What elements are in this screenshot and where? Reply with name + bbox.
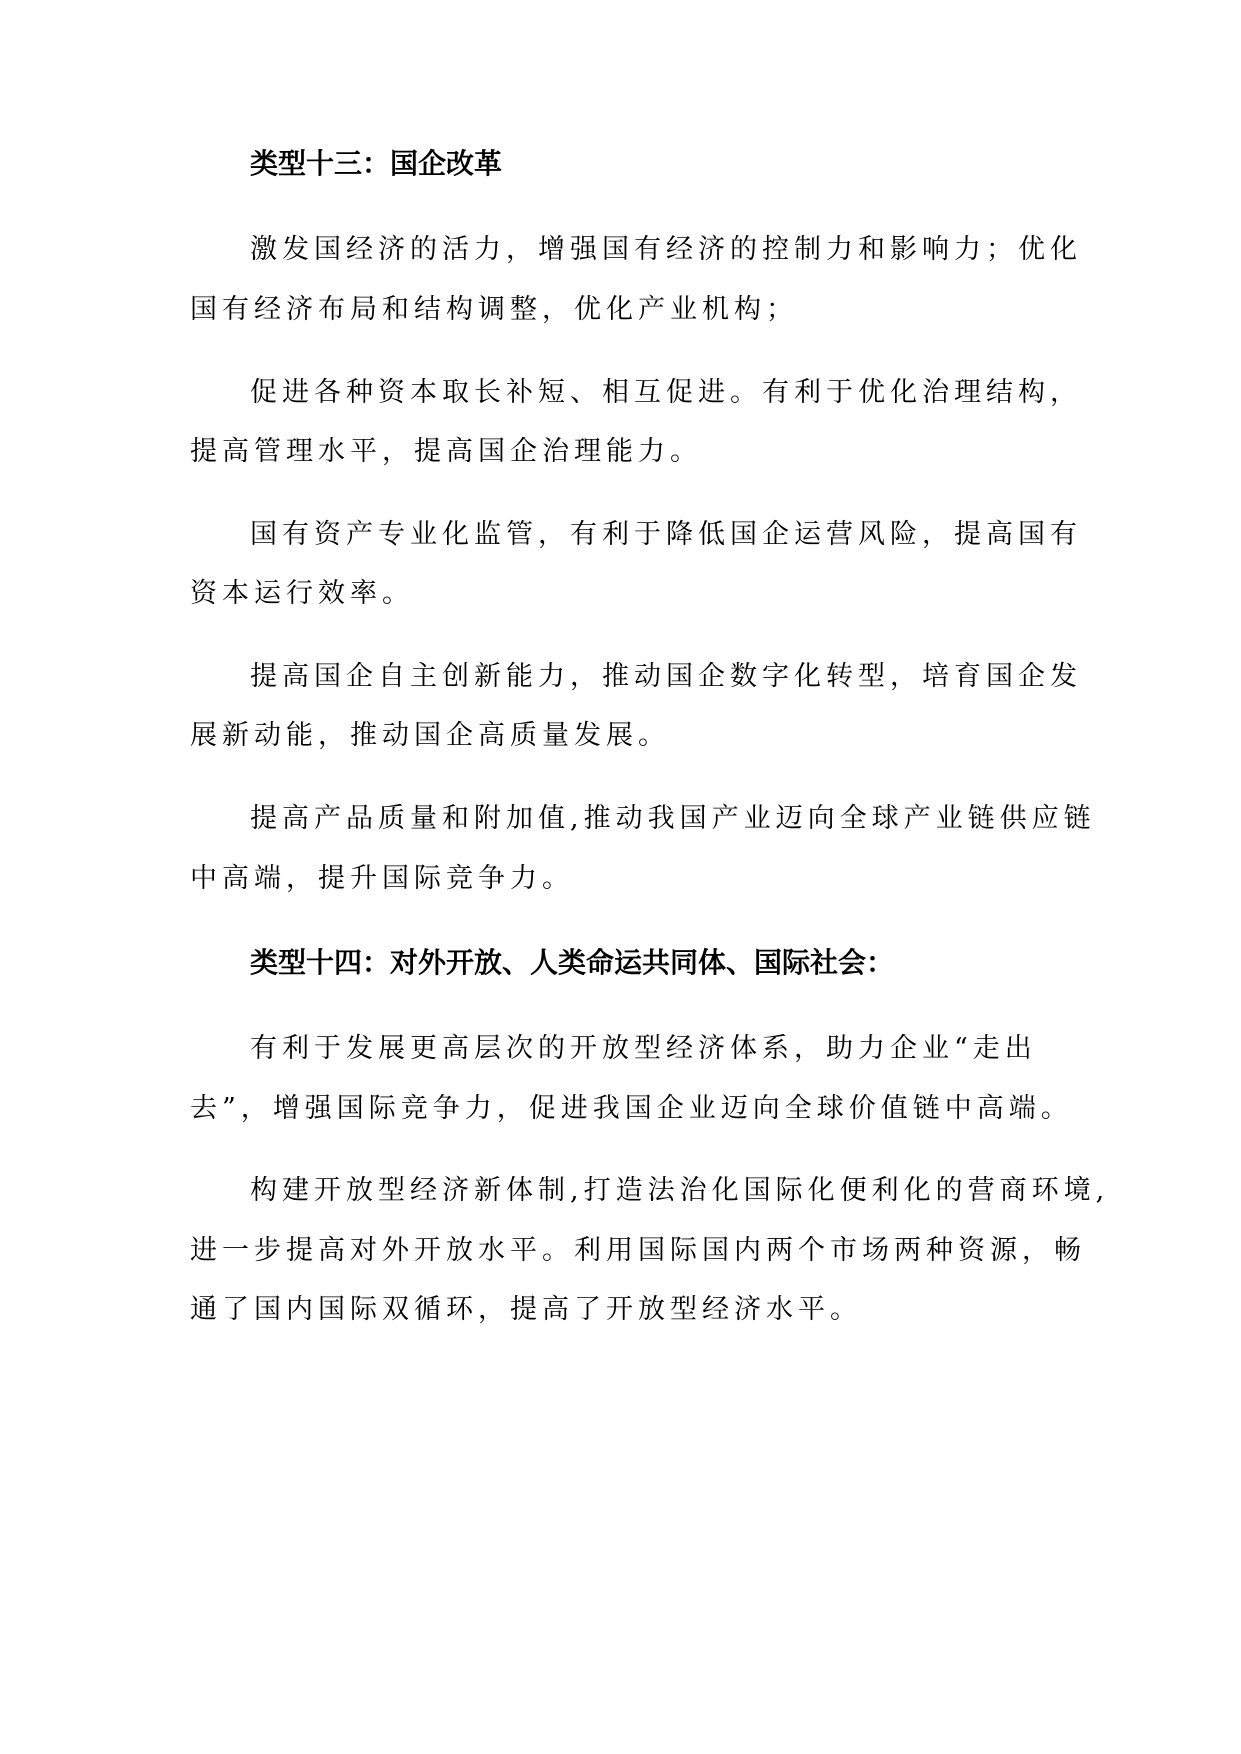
section-heading: 类型十三：国企改革 [250,147,503,180]
paragraph-line: 中高端，提升国际竞争力。 [190,863,574,894]
paragraph-line: 提高国企自主创新能力，推动国企数字化转型，培育国企发 [250,661,1082,692]
paragraph-line: 提高管理水平，提高国企治理能力。 [190,436,702,467]
paragraph-line: 提高产品质量和附加值,推动我国产业迈向全球产业链供应链 [250,803,1096,834]
paragraph-line: 促进各种资本取长补短、相互促进。有利于优化治理结构， [250,377,1082,408]
section-heading: 类型十四：对外开放、人类命运共同体、国际社会： [250,946,895,979]
paragraph-line: 通了国内国际双循环，提高了开放型经济水平。 [190,1294,862,1325]
paragraph-line: 有利于发展更高层次的开放型经济体系，助力企业“走出 [250,1033,1037,1064]
paragraph-line: 资本运行效率。 [190,578,414,609]
paragraph-line: 去”，增强国际竞争力，促进我国企业迈向全球价值链中高端。 [190,1093,1073,1124]
paragraph-line: 国有经济布局和结构调整，优化产业机构； [190,294,798,325]
paragraph-line: 构建开放型经济新体制,打造法治化国际化便利化的营商环境, [250,1175,1110,1206]
paragraph-line: 激发国经济的活力，增强国有经济的控制力和影响力；优化 [250,234,1082,265]
paragraph-line: 进一步提高对外开放水平。利用国际国内两个市场两种资源，畅 [190,1235,1086,1266]
paragraph-line: 国有资产专业化监管，有利于降低国企运营风险，提高国有 [250,519,1082,550]
paragraph-line: 展新动能，推动国企高质量发展。 [190,720,670,751]
